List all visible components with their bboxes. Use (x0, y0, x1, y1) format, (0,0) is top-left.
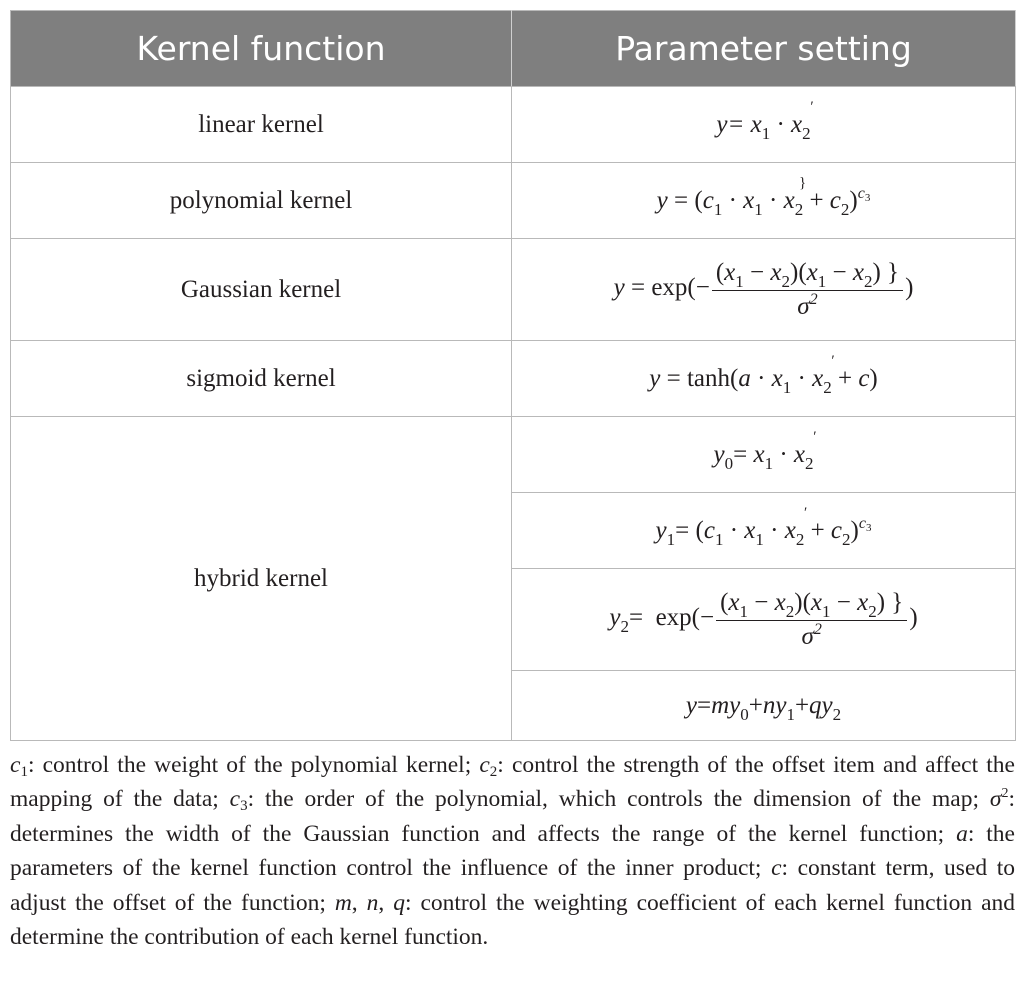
header-row (11, 11, 1016, 87)
header-kernel-function: Kernel function (11, 11, 512, 87)
kernel-name-linear: linear kernel (11, 87, 512, 163)
formula-gaussian: y = exp(− $\frac{(x_1 - x_2)(x_1 - x_2) \}}{\sigma^2}$ ) (512, 239, 1016, 341)
row-hybrid-y0 (11, 417, 1016, 493)
row-gaussian (11, 239, 1016, 341)
formula-sigmoid: $y = \tanh(a \cdot x_1 \cdot x_2$ ′ + c) (512, 341, 1016, 417)
formula-hybrid-y2: $y_2= \exp(-$ $\frac{(x_1 - x_2)(x_1 - x_2) \}}{\sigma^2}$ ) (512, 569, 1016, 671)
formula-polynomial: $y = (c_1 \cdot x_1 \cdot x_2$ } + $c_2)^{c_3}$ (512, 163, 1016, 239)
formula-hybrid-y1: $y_1= (c_1 \cdot x_1 \cdot x_2$ ′ + $c_2)^{c_3}$ (512, 493, 1016, 569)
footnote-a: : the parameters of the kernel function control the influence of the inner product; (10, 820, 1015, 882)
kernel-table (10, 10, 1016, 741)
footnote-c2: : control the strength of the offset item and affect the mapping of the data; (10, 752, 1015, 813)
formula-hybrid-combined: $y=my_0+ny_1+qy_2$ (512, 671, 1016, 741)
kernel-name-sigmoid: sigmoid kernel (11, 341, 512, 417)
footnote-mnq: : control the weighting coefficient of each kernel function and determine the contribution of each kernel function. (10, 889, 1016, 951)
footnote-c1: : control the weight of the polynomial kernel; (27, 752, 480, 778)
kernel-name-polynomial: polynomial kernel (11, 163, 512, 239)
footnote-c3: : the order of the polynomial, which controls the dimension of the map; (247, 786, 990, 813)
footnote-sigma: : determines the width of the Gaussian function and affects the range of the kernel function; (10, 786, 1015, 847)
footnote-c: : constant term, used to adjust the offset of the function; (10, 855, 1015, 916)
kernel-name-hybrid: hybrid kernel (11, 417, 512, 741)
kernel-name-gaussian: Gaussian kernel (11, 239, 512, 341)
row-linear (11, 87, 1016, 163)
row-sigmoid (11, 341, 1016, 417)
row-polynomial (11, 163, 1016, 239)
formula-linear: $y= x_1 \cdot x_2$ ′ (512, 87, 1016, 163)
table-footnote: $c_1$: control the weight of the polynomial kernel; $c_2$: control the strength of the offset item and affect the mapping of the data; $c_3$: the order of the polynomial, which controls the dimension of the map; $\sigma^2$: determines the width of the Gaussian function and affects the range of the kernel function; a: the parameters of the kernel function control the influence of the inner product; c: constant term, used to adjust the offset of the function; m, n, q: control the weighting coefficient of each kernel function and determine the contribution of each kernel function. (10, 752, 1016, 951)
formula-hybrid-y0: $y_0= x_1 \cdot x_2$ ′ (512, 417, 1016, 493)
header-parameter-setting: Parameter setting (512, 11, 1016, 87)
